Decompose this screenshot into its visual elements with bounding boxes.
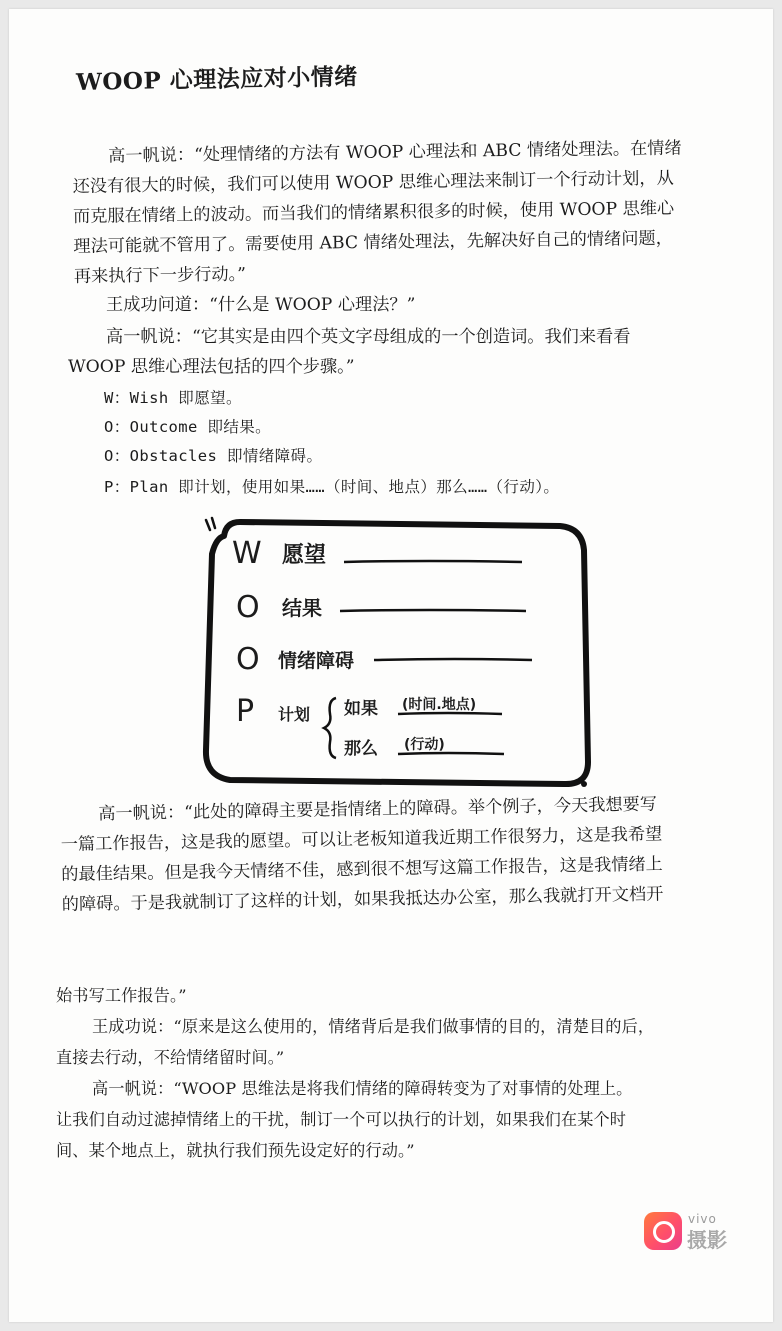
step-obstacles: O：Obstacles 即情绪障碍。: [104, 447, 323, 465]
woop-diagram: [196, 514, 596, 794]
paragraph-conclusion: [56, 980, 654, 1166]
camera-lens-icon: [644, 1212, 682, 1250]
paragraph-answer: [68, 322, 630, 382]
paragraph-line: 王成功问道：“什么是 WOOP 心理法？”: [106, 295, 416, 315]
woop-letter-o: O: [236, 590, 260, 625]
paragraph-line: 间、某个地点上，就执行我们预先设定好的行动。”: [56, 1141, 415, 1160]
paragraph-line: WOOP 思维心理法包括的四个步骤。”: [68, 357, 355, 377]
paragraph-line: 再来执行下一步行动。”: [73, 264, 247, 287]
paragraph-line: 让我们自动过滤掉情绪上的干扰，制订一个可以执行的计划，如果我们在某个时: [56, 1110, 627, 1129]
woop-label-obstacles: 情绪障碍: [278, 650, 355, 672]
woop-label-plan: 计划: [278, 705, 311, 724]
woop-plan-if: 如果: [344, 699, 378, 719]
woop-letter-o: O: [236, 642, 260, 677]
woop-plan-if-detail: (时间.地点): [402, 697, 477, 713]
paragraph-line: 王成功说：“原来是这么使用的，情绪背后是我们做事情的目的，清楚目的后，: [92, 1017, 655, 1036]
page-title: WOOP 心理法应对小情绪: [75, 63, 358, 96]
step-outcome: O：Outcome 即结果。: [104, 418, 272, 436]
paragraph-line: 高一帆说：“WOOP 思维法是将我们情绪的障碍转变为了对事情的处理上。: [92, 1079, 633, 1098]
paragraph-line: 高一帆说：“此处的障碍主要是指情绪上的障碍。举个例子，今天我想要写: [98, 794, 658, 825]
woop-plan-then-detail: (行动): [404, 737, 445, 753]
paragraph-example: [60, 790, 664, 920]
paragraph-line: 一篇工作报告，这是我的愿望。可以让老板知道我近期工作很努力，这是我希望: [60, 824, 663, 855]
paragraph-line: 的最佳结果。但是我今天情绪不佳，感到很不想写这篇工作报告，这是我情绪上: [61, 854, 663, 885]
paragraph-intro: [72, 133, 683, 291]
paragraph-line: 的障碍。于是我就制订了这样的计划，如果我抵达办公室，那么我就打开文档开: [61, 884, 664, 915]
paragraph-question: [106, 290, 415, 320]
woop-plan-then: 那么: [344, 739, 378, 759]
paragraph-line: 而克服在情绪上的波动。而当我们的情绪累积很多的时候，使用 WOOP 思维心: [72, 198, 675, 227]
paragraph-line: 直接去行动，不给情绪留时间。”: [56, 1048, 285, 1067]
paragraph-line: 还没有很大的时候，我们可以使用 WOOP 思维心理法来制订一个行动计划，从: [72, 168, 674, 197]
woop-letter-p: P: [236, 694, 255, 729]
woop-letter-w: W: [232, 536, 262, 571]
woop-label-outcome: 结果: [282, 596, 322, 620]
paragraph-line: 理法可能就不管用了。需要使用 ABC 情绪处理法，先解决好自己的情绪问题，: [73, 228, 674, 257]
step-wish: W：Wish 即愿望。: [104, 389, 242, 407]
watermark-brand: vivo: [688, 1212, 717, 1226]
paragraph-line: 高一帆说：“它其实是由四个英文字母组成的一个创造词。我们来看看: [106, 327, 631, 347]
woop-label-wish: 愿望: [282, 543, 327, 568]
step-plan: P：Plan 即计划，使用如果……（时间、地点）那么……（行动）。: [104, 478, 560, 496]
vivo-camera-watermark: [644, 1212, 744, 1252]
paragraph-line: 高一帆说：“处理情绪的方法有 WOOP 心理法和 ABC 情绪处理法。在情绪: [108, 138, 682, 167]
watermark-label: 摄影: [687, 1228, 727, 1252]
paragraph-line: 始书写工作报告。”: [56, 986, 187, 1005]
